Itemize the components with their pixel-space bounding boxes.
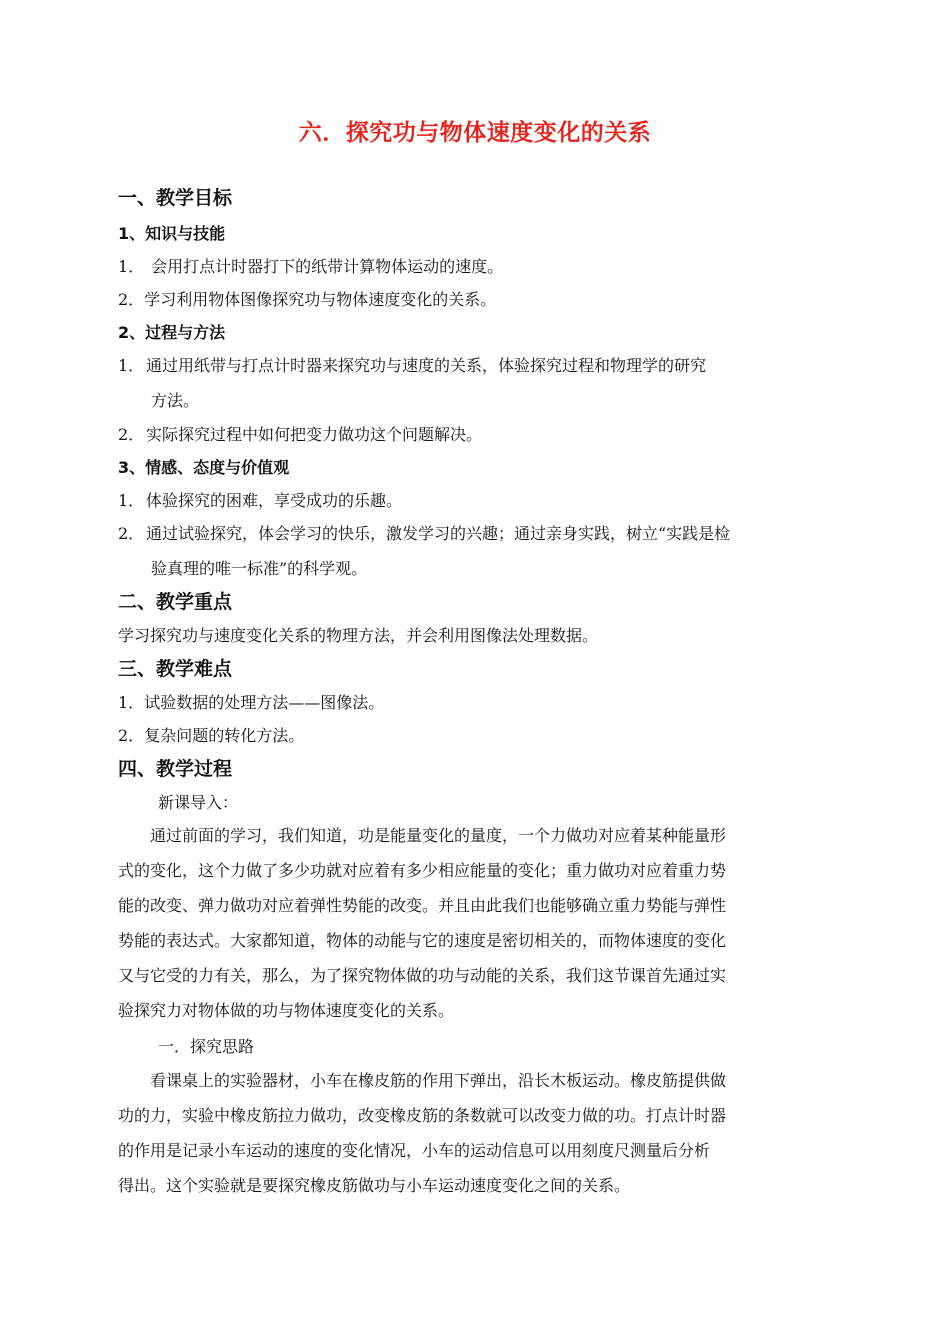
list-item [118, 725, 304, 747]
list-text: 试验数据的处理方法——图像法。 [144, 693, 385, 712]
section-heading-difficulties: 三、教学难点 [118, 658, 233, 680]
paragraph-line: 得出。这个实验就是要探究橡皮筋做功与小车运动速度变化之间的关系。 [118, 1176, 631, 1195]
list-number: 2． [118, 524, 145, 543]
list-number: 1． [118, 491, 145, 510]
list-text: 体验探究的困难，享受成功的乐趣。 [146, 491, 403, 510]
list-text: 学习利用物体图像探究功与物体速度变化的关系。 [144, 290, 497, 309]
list-text: 复杂问题的转化方法。 [144, 726, 305, 745]
list-item [118, 490, 402, 512]
list-number: 2． [118, 425, 145, 444]
list-number: 1． [118, 356, 145, 375]
list-number: 2． [118, 290, 145, 309]
section-heading-objectives: 一、教学目标 [118, 187, 233, 209]
paragraph-line: 又与它受的力有关，那么，为了探究物体做的功与动能的关系，我们这节课首先通过实 [118, 966, 727, 985]
list-text: 会用打点计时器打下的纸带计算物体运动的速度。 [146, 257, 504, 276]
paragraph-line: 势能的表达式。大家都知道，物体的动能与它的速度是密切相关的，而物体速度的变化 [118, 931, 727, 950]
paragraph-key-points: 学习探究功与速度变化关系的物理方法，并会利用图像法处理数据。 [118, 626, 599, 645]
paragraph-line: 能的改变、弹力做功对应着弹性势能的改变。并且由此我们也能够确立重力势能与弹性 [118, 896, 727, 915]
list-number: 2． [118, 726, 145, 745]
subheading-knowledge: 1、知识与技能 [118, 224, 226, 243]
paragraph-line: 的作用是记录小车运动的速度的变化情况，小车的运动信息可以用刻度尺测量后分析 [118, 1141, 711, 1160]
list-item-continuation: 方法。 [151, 391, 200, 410]
list-item-continuation: 验真理的唯一标准”的科学观。 [151, 559, 368, 578]
list-item [118, 289, 496, 311]
list-item [118, 424, 482, 446]
idea-label: 一．探究思路 [158, 1037, 255, 1056]
subheading-process: 2、过程与方法 [118, 323, 226, 342]
subheading-emotion: 3、情感、态度与价值观 [118, 458, 290, 477]
section-heading-process: 四、教学过程 [118, 758, 233, 780]
list-text: 通过试验探究，体会学习的快乐，激发学习的兴趣；通过亲身实践，树立“实践是检 [146, 524, 731, 543]
list-number: 1． [118, 693, 145, 712]
paragraph-line: 验探究力对物体做的功与物体速度变化的关系。 [118, 1001, 455, 1020]
list-item [118, 355, 706, 377]
list-item [118, 692, 384, 714]
list-number: 1． [118, 257, 145, 276]
section-heading-key-points: 二、教学重点 [118, 591, 233, 613]
paragraph-line: 式的变化，这个力做了多少功就对应着有多少相应能量的变化；重力做功对应着重力势 [118, 861, 727, 880]
paragraph-line: 看课桌上的实验器材，小车在橡皮筋的作用下弹出，沿长木板运动。橡皮筋提供做 [150, 1071, 727, 1090]
paragraph-line: 通过前面的学习，我们知道，功是能量变化的量度，一个力做功对应着某种能量形 [150, 826, 727, 845]
list-item [118, 256, 503, 278]
page-title: 六．探究功与物体速度变化的关系 [298, 120, 652, 146]
list-text: 实际探究过程中如何把变力做功这个问题解决。 [146, 425, 483, 444]
intro-label: 新课导入： [158, 793, 239, 812]
list-item [118, 523, 730, 545]
paragraph-line: 功的力，实验中橡皮筋拉力做功，改变橡皮筋的条数就可以改变力做的功。打点计时器 [118, 1106, 727, 1125]
list-text: 通过用纸带与打点计时器来探究功与速度的关系，体验探究过程和物理学的研究 [146, 356, 707, 375]
